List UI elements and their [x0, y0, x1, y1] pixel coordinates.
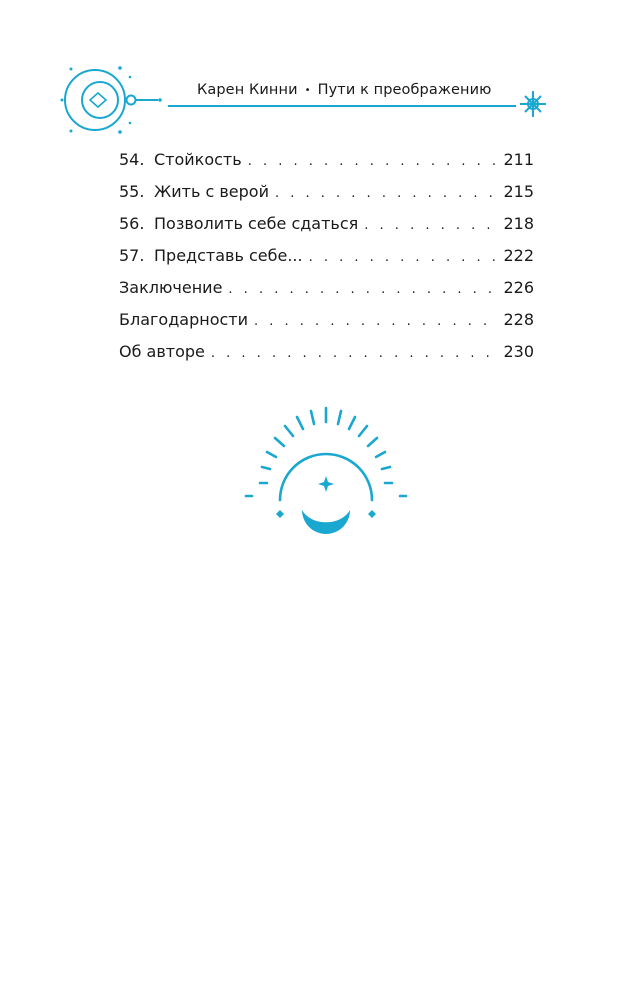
toc-page: 230 [503, 342, 534, 361]
header-ornament [0, 60, 619, 140]
toc-leader [211, 346, 498, 361]
toc-entry[interactable] [119, 310, 534, 342]
toc-leader [254, 314, 497, 329]
toc-entry[interactable] [119, 342, 534, 374]
running-title [197, 82, 491, 98]
toc-leader [228, 282, 497, 297]
toc-title: Жить с верой [154, 182, 269, 201]
toc-page: 215 [503, 182, 534, 201]
toc-page: 222 [503, 246, 534, 265]
table-of-contents [119, 150, 534, 374]
toc-leader [275, 186, 497, 201]
toc-entry[interactable] [119, 278, 534, 310]
crescent-moon-icon [302, 510, 350, 534]
toc-page: 226 [503, 278, 534, 297]
toc-entry[interactable] [119, 214, 534, 246]
toc-title: Представь себе... [154, 246, 303, 265]
toc-page: 211 [503, 150, 534, 169]
toc-title: Позволить себе сдаться [154, 214, 359, 233]
toc-leader [309, 250, 498, 265]
title-separator: • [304, 85, 311, 96]
toc-number: 57. [119, 246, 145, 265]
diamond-icon [368, 510, 376, 518]
author-name: Карен Кинни [197, 82, 298, 98]
toc-leader [364, 218, 497, 233]
toc-entry[interactable] [119, 150, 534, 182]
toc-page: 218 [503, 214, 534, 233]
star-icon [318, 476, 334, 492]
book-title: Пути к преображению [317, 82, 492, 98]
toc-number: 54. [119, 150, 145, 169]
toc-title: Об авторе [119, 342, 205, 361]
toc-leader [248, 154, 498, 169]
toc-number: 56. [119, 214, 145, 233]
toc-entry[interactable] [119, 182, 534, 214]
toc-page: 228 [503, 310, 534, 329]
toc-number: 55. [119, 182, 145, 201]
toc-title: Благодарности [119, 310, 248, 329]
toc-title: Стойкость [154, 150, 242, 169]
running-header [0, 60, 619, 140]
sunrise-moon-ornament [240, 400, 410, 540]
toc-entry[interactable] [119, 246, 534, 278]
crescent-target-icon [61, 66, 162, 134]
star-icon [520, 91, 546, 117]
toc-title: Заключение [119, 278, 223, 297]
diamond-icon [276, 510, 284, 518]
